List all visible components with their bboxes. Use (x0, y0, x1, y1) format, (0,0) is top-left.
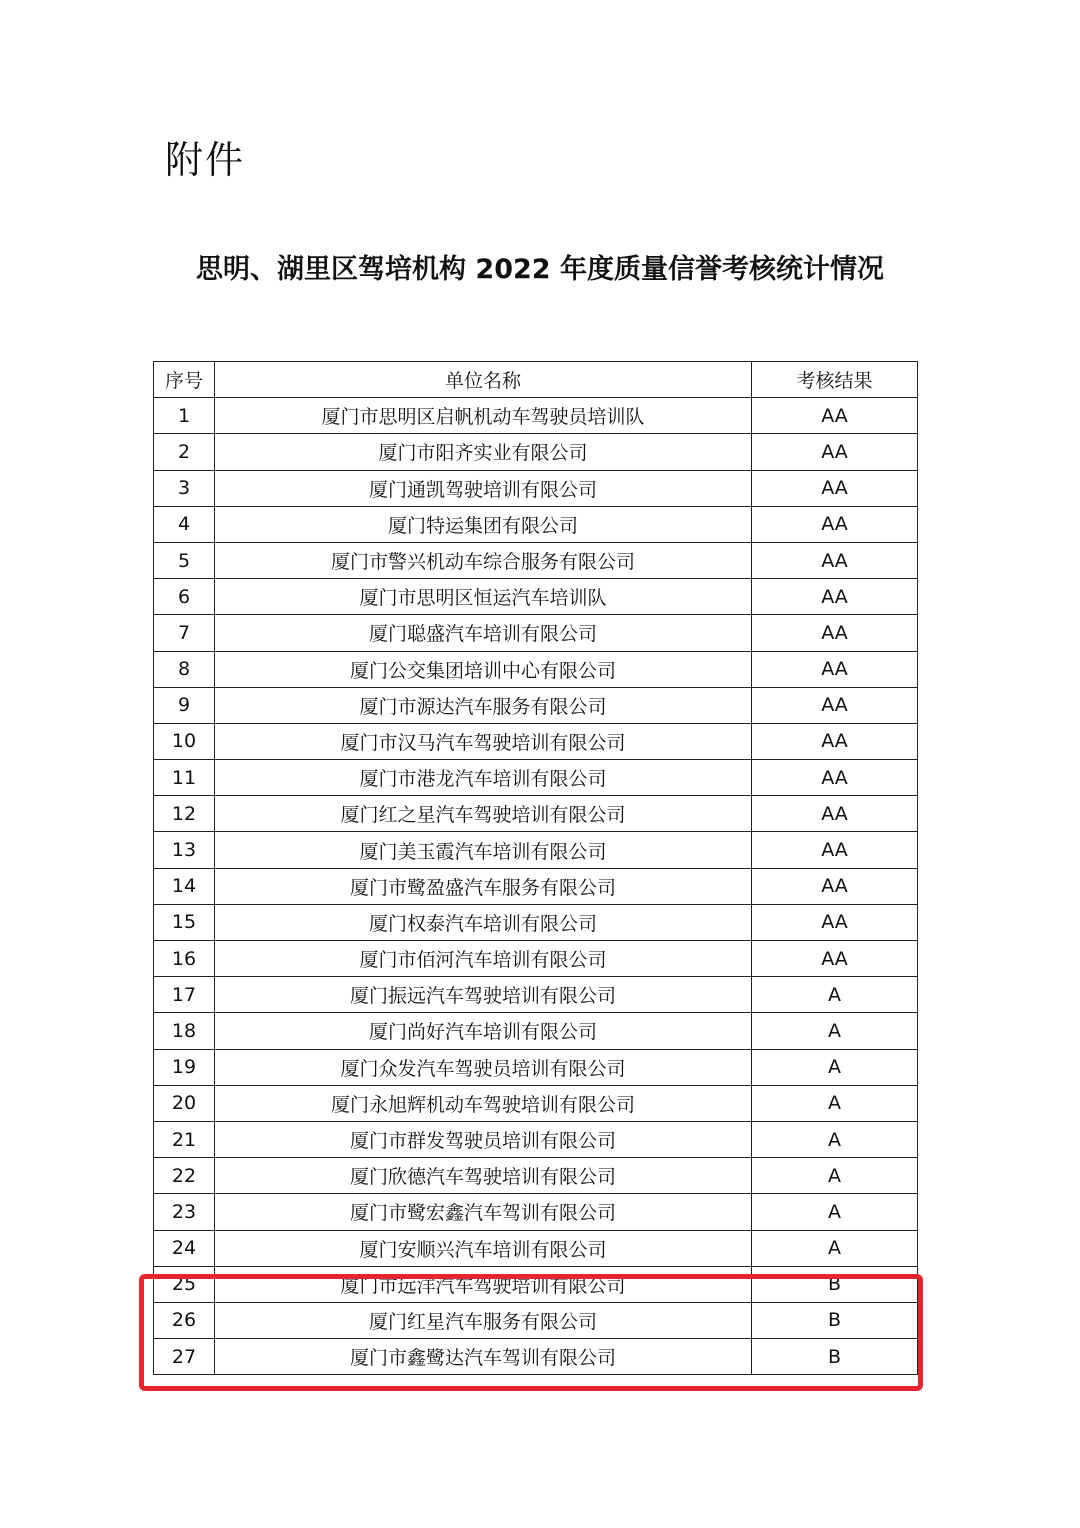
row-unit-name: 厦门权泰汽车培训有限公司 (215, 904, 752, 940)
row-unit-name: 厦门市佰河汽车培训有限公司 (215, 941, 752, 977)
row-result: AA (752, 615, 918, 651)
row-unit-name: 厦门欣德汽车驾驶培训有限公司 (215, 1158, 752, 1194)
row-result: A (752, 1194, 918, 1230)
row-index: 4 (154, 506, 215, 542)
results-table-container (153, 361, 918, 1375)
row-unit-name: 厦门安顺兴汽车培训有限公司 (215, 1230, 752, 1266)
row-unit-name: 厦门市港龙汽车培训有限公司 (215, 760, 752, 796)
table-row (154, 470, 918, 506)
table-row (154, 941, 918, 977)
table-row (154, 1158, 918, 1194)
row-index: 10 (154, 723, 215, 759)
row-index: 11 (154, 760, 215, 796)
row-result: AA (752, 832, 918, 868)
row-unit-name: 厦门市思明区启帆机动车驾驶员培训队 (215, 398, 752, 434)
table-row (154, 434, 918, 470)
row-index: 22 (154, 1158, 215, 1194)
table-row (154, 687, 918, 723)
row-index: 21 (154, 1121, 215, 1157)
table-row (154, 796, 918, 832)
results-table (153, 361, 918, 1375)
row-result: AA (752, 398, 918, 434)
row-result: A (752, 977, 918, 1013)
table-row (154, 1230, 918, 1266)
row-result: AA (752, 687, 918, 723)
row-index: 8 (154, 651, 215, 687)
row-result: AA (752, 760, 918, 796)
row-result: A (752, 1013, 918, 1049)
table-header-row (154, 362, 918, 398)
table-body (154, 398, 918, 1375)
document-title: 思明、湖里区驾培机构 2022 年度质量信誉考核统计情况 (196, 254, 884, 285)
table-row (154, 977, 918, 1013)
row-unit-name: 厦门市源达汽车服务有限公司 (215, 687, 752, 723)
row-result: A (752, 1049, 918, 1085)
row-index: 9 (154, 687, 215, 723)
table-row (154, 651, 918, 687)
row-result: A (752, 1158, 918, 1194)
row-index: 1 (154, 398, 215, 434)
row-index: 25 (154, 1266, 215, 1302)
row-result: AA (752, 506, 918, 542)
table-row (154, 1266, 918, 1302)
row-unit-name: 厦门聪盛汽车培训有限公司 (215, 615, 752, 651)
row-index: 16 (154, 941, 215, 977)
row-unit-name: 厦门通凯驾驶培训有限公司 (215, 470, 752, 506)
row-result: AA (752, 723, 918, 759)
table-row (154, 904, 918, 940)
row-index: 5 (154, 542, 215, 578)
row-result: A (752, 1121, 918, 1157)
row-index: 23 (154, 1194, 215, 1230)
table-row (154, 1121, 918, 1157)
row-result: AA (752, 542, 918, 578)
row-result: A (752, 1230, 918, 1266)
row-unit-name: 厦门市警兴机动车综合服务有限公司 (215, 542, 752, 578)
row-result: AA (752, 470, 918, 506)
row-result: AA (752, 796, 918, 832)
row-unit-name: 厦门市鹭宏鑫汽车驾训有限公司 (215, 1194, 752, 1230)
row-index: 24 (154, 1230, 215, 1266)
table-row (154, 579, 918, 615)
row-unit-name: 厦门红星汽车服务有限公司 (215, 1302, 752, 1338)
table-row (154, 398, 918, 434)
row-unit-name: 厦门红之星汽车驾驶培训有限公司 (215, 796, 752, 832)
row-unit-name: 厦门美玉霞汽车培训有限公司 (215, 832, 752, 868)
table-row (154, 1194, 918, 1230)
row-unit-name: 厦门市鹭盈盛汽车服务有限公司 (215, 868, 752, 904)
row-index: 14 (154, 868, 215, 904)
row-index: 20 (154, 1085, 215, 1121)
row-unit-name: 厦门市鑫鹭达汽车驾训有限公司 (215, 1339, 752, 1375)
row-index: 12 (154, 796, 215, 832)
row-unit-name: 厦门振远汽车驾驶培训有限公司 (215, 977, 752, 1013)
row-index: 13 (154, 832, 215, 868)
row-result: B (752, 1302, 918, 1338)
row-index: 19 (154, 1049, 215, 1085)
row-index: 26 (154, 1302, 215, 1338)
row-index: 3 (154, 470, 215, 506)
table-row (154, 615, 918, 651)
row-result: A (752, 1085, 918, 1121)
row-index: 18 (154, 1013, 215, 1049)
row-index: 7 (154, 615, 215, 651)
row-result: AA (752, 904, 918, 940)
table-row (154, 1085, 918, 1121)
row-result: AA (752, 434, 918, 470)
table-row (154, 542, 918, 578)
row-index: 17 (154, 977, 215, 1013)
row-unit-name: 厦门尚好汽车培训有限公司 (215, 1013, 752, 1049)
row-unit-name: 厦门市汉马汽车驾驶培训有限公司 (215, 723, 752, 759)
row-unit-name: 厦门特运集团有限公司 (215, 506, 752, 542)
row-result: AA (752, 868, 918, 904)
row-result: B (752, 1266, 918, 1302)
table-row (154, 1013, 918, 1049)
row-result: B (752, 1339, 918, 1375)
row-result: AA (752, 651, 918, 687)
row-result: AA (752, 941, 918, 977)
row-unit-name: 厦门市阳齐实业有限公司 (215, 434, 752, 470)
row-unit-name: 厦门永旭辉机动车驾驶培训有限公司 (215, 1085, 752, 1121)
header-unit-name: 单位名称 (215, 362, 752, 398)
table-row (154, 723, 918, 759)
row-unit-name: 厦门市思明区恒运汽车培训队 (215, 579, 752, 615)
header-index: 序号 (154, 362, 215, 398)
table-row (154, 1339, 918, 1375)
table-row (154, 1302, 918, 1338)
row-unit-name: 厦门众发汽车驾驶员培训有限公司 (215, 1049, 752, 1085)
table-row (154, 1049, 918, 1085)
header-result: 考核结果 (752, 362, 918, 398)
row-unit-name: 厦门公交集团培训中心有限公司 (215, 651, 752, 687)
row-index: 27 (154, 1339, 215, 1375)
row-index: 15 (154, 904, 215, 940)
row-index: 6 (154, 579, 215, 615)
row-index: 2 (154, 434, 215, 470)
row-unit-name: 厦门市群发驾驶员培训有限公司 (215, 1121, 752, 1157)
row-unit-name: 厦门市远洋汽车驾驶培训有限公司 (215, 1266, 752, 1302)
table-row (154, 506, 918, 542)
attachment-label: 附件 (165, 138, 246, 182)
table-row (154, 832, 918, 868)
table-row (154, 868, 918, 904)
row-result: AA (752, 579, 918, 615)
table-row (154, 760, 918, 796)
